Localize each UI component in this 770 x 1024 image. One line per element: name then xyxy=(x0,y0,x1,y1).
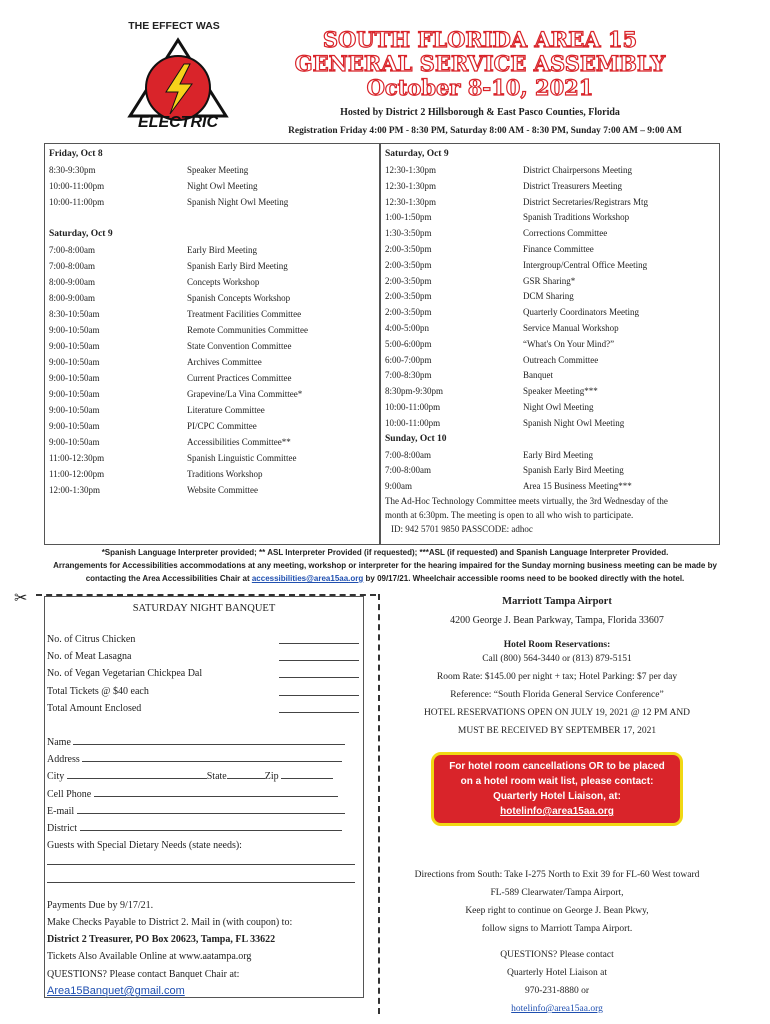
schedule-time: 9:00-10:50am xyxy=(49,421,100,431)
schedule-row xyxy=(385,288,717,304)
hotel-questions-2: Quarterly Hotel Liaison at xyxy=(507,968,607,978)
schedule-event: District Chairpersons Meeting xyxy=(523,165,632,175)
reservations-open: HOTEL RESERVATIONS OPEN ON JULY 19, 2021 @ 12 PM AND xyxy=(423,708,691,718)
schedule-event: Outreach Committee xyxy=(523,354,599,365)
schedule-time: 7:00-8:00am xyxy=(385,449,431,460)
schedule-time: 10:00-11:00pm xyxy=(49,181,105,191)
make-checks: Make Checks Payable to District 2. Mail in (with coupon) to: xyxy=(47,917,293,929)
schedule-event: Treatment Facilities Committee xyxy=(187,309,302,319)
schedule-time: 10:00-11:00pm xyxy=(385,401,441,412)
payments-due: Payments Due by 9/17/21. xyxy=(47,899,154,911)
schedule-time: 9:00am xyxy=(385,481,412,492)
schedule-row xyxy=(49,306,375,322)
schedule-row xyxy=(385,320,717,336)
schedule-event: District Treasurers Meeting xyxy=(523,180,622,191)
schedule-event: Quarterly Coordinators Meeting xyxy=(523,307,639,318)
hotel-name: Marriott Tampa Airport xyxy=(502,596,612,607)
schedule-event: Spanish Concepts Workshop xyxy=(187,293,291,303)
schedule-event: Concepts Workshop xyxy=(187,277,260,287)
banquet-item-field[interactable]: No. of Vegan Vegetarian Chickpea Dal xyxy=(47,665,359,682)
accessibilities-email-link[interactable]: accessibilities@area15aa.org xyxy=(251,574,364,583)
schedule-row xyxy=(49,386,375,402)
schedule-event: GSR Sharing* xyxy=(523,275,576,286)
schedule-row xyxy=(49,434,375,450)
schedule-time: 9:00-10:50am xyxy=(49,325,100,335)
banquet-item-field[interactable]: No. of Meat Lasagna xyxy=(47,648,359,665)
schedule-time: 6:00-7:00pm xyxy=(385,354,432,365)
schedule-row xyxy=(49,450,375,466)
schedule-row xyxy=(385,478,717,494)
hotel-reference: Reference: “South Florida General Service Conference” xyxy=(450,690,664,700)
city-state-zip-field[interactable]: City State Zip xyxy=(47,768,359,785)
schedule-row xyxy=(385,415,717,431)
reservations-heading: Hotel Room Reservations: xyxy=(503,640,611,650)
schedule-event: Spanish Night Owl Meeting xyxy=(523,417,625,428)
banquet-item-field[interactable]: No. of Citrus Chicken xyxy=(47,631,359,648)
saturday-heading: Saturday, Oct 9 xyxy=(49,229,113,239)
banquet-item-field[interactable]: Total Tickets @ $40 each xyxy=(47,683,359,700)
schedule-time: 12:30-1:30pm xyxy=(385,165,436,175)
schedule-event: Early Bird Meeting xyxy=(187,245,257,255)
schedule-row xyxy=(385,367,717,383)
directions-2: FL-589 Clearwater/Tampa Airport, xyxy=(490,888,624,898)
schedule-row xyxy=(49,466,375,482)
schedule-time: 7:00-8:30pm xyxy=(385,370,432,381)
title-line-2: GENERAL SERVICE ASSEMBLY xyxy=(294,51,666,76)
schedule-row xyxy=(385,399,717,415)
cancellation-email-link[interactable]: hotelinfo@area15aa.org xyxy=(500,806,614,817)
title-line-1: SOUTH FLORIDA AREA 15 xyxy=(322,27,638,52)
schedule-row xyxy=(49,402,375,418)
hosted-by: Hosted by District 2 Hillsborough & East Pasco Counties, Florida xyxy=(340,107,620,118)
schedule-time: 2:00-3:50pm xyxy=(385,291,432,302)
hotel-phone: Call (800) 564-3440 or (813) 879-5151 xyxy=(482,654,632,664)
schedule-time: 9:00-10:50am xyxy=(49,341,100,351)
schedule-row xyxy=(49,482,375,498)
schedule-row xyxy=(49,354,375,370)
schedule-event: Service Manual Workshop xyxy=(523,322,619,333)
schedule-time: 7:00-8:00am xyxy=(49,245,95,255)
schedule-row xyxy=(49,338,375,354)
cancellation-box: For hotel room cancellations OR to be placed on a hotel room wait list, please contact: Quarterly Hotel Liaison, at: hotelinfo@area15aa.org xyxy=(431,752,683,826)
hotel-questions-1: QUESTIONS? Please contact xyxy=(500,950,614,960)
adhoc-line-1: The Ad-Hoc Technology Committee meets virtually, the 3rd Wednesday of the xyxy=(385,495,668,506)
schedule-time: 2:00-3:50pm xyxy=(385,307,432,318)
schedule-event: Night Owl Meeting xyxy=(187,181,258,191)
directions-1: Directions from South: Take I-275 North to Exit 39 for FL-60 West toward xyxy=(414,870,700,880)
sunday-heading: Sunday, Oct 10 xyxy=(385,433,447,444)
schedule-row xyxy=(385,162,717,178)
district-field[interactable]: District xyxy=(47,820,359,837)
schedule-event: Current Practices Committee xyxy=(187,373,292,383)
accessibility-note-2: contacting the Area Accessibilities Chair at accessibilities@area15aa.org by 09/17/21. Wheelchair accessible rooms need to be booked directly with the hotel. xyxy=(85,574,685,583)
schedule-row xyxy=(49,178,375,194)
schedule-event: Banquet xyxy=(523,370,553,381)
schedule-time: 7:00-8:00am xyxy=(49,261,95,271)
schedule-time: 9:00-10:50am xyxy=(49,437,100,447)
schedule-time: 1:00-1:50pm xyxy=(385,212,432,223)
schedule-event: Early Bird Meeting xyxy=(523,449,593,460)
schedule-time: 10:00-11:00pm xyxy=(49,197,105,207)
schedule-event: Area 15 Business Meeting*** xyxy=(523,481,632,492)
schedule-row xyxy=(49,322,375,338)
schedule-time: 9:00-10:50am xyxy=(49,405,100,415)
schedule-event: Speaker Meeting xyxy=(187,165,249,175)
schedule-event: Spanish Night Owl Meeting xyxy=(187,197,289,207)
schedule-event: Speaker Meeting*** xyxy=(523,386,598,397)
schedule-row xyxy=(49,258,375,274)
schedule-event: Intergroup/Central Office Meeting xyxy=(523,259,648,270)
schedule-row xyxy=(385,336,717,352)
schedule-row xyxy=(385,225,717,241)
schedule-row xyxy=(385,273,717,289)
hotel-liaison-email-link[interactable]: hotelinfo@area15aa.org xyxy=(511,1004,603,1014)
schedule-row xyxy=(385,209,717,225)
adhoc-line-3: ID: 942 5701 9850 PASSCODE: adhoc xyxy=(391,523,533,534)
cut-line-vertical xyxy=(378,594,380,1014)
banquet-form xyxy=(44,596,364,998)
schedule-row xyxy=(385,257,717,273)
banquet-title: SATURDAY NIGHT BANQUET xyxy=(132,603,276,614)
schedule-row xyxy=(385,447,717,463)
schedule-time: 2:00-3:50pm xyxy=(385,243,432,254)
banquet-item-field[interactable]: Total Amount Enclosed xyxy=(47,700,359,717)
schedule-time: 8:30pm-9:30pm xyxy=(385,386,443,397)
schedule-event: State Convention Committee xyxy=(187,341,292,351)
schedule-row xyxy=(49,274,375,290)
schedule-event: Remote Communities Committee xyxy=(187,325,308,335)
schedule-event: Finance Committee xyxy=(523,243,594,254)
schedule-time: 8:00-9:00am xyxy=(49,277,95,287)
schedule-time: 4:00-5:00pn xyxy=(385,322,429,333)
accessibility-note: Arrangements for Accessibilities accommodations at any meeting, workshop or interpreter for the hearing impaired for the Sunday morning business meeting can be made by xyxy=(53,561,717,570)
directions-4: follow signs to Marriott Tampa Airport. xyxy=(481,924,633,934)
left-schedule-box xyxy=(44,143,380,545)
schedule-event: Spanish Traditions Workshop xyxy=(523,212,630,223)
schedule-event: PI/CPC Committee xyxy=(187,421,257,431)
logo xyxy=(118,20,238,132)
right-schedule-box xyxy=(380,143,720,545)
schedule-row xyxy=(49,242,375,258)
registration-hours: Registration Friday 4:00 PM - 8:30 PM, Saturday 8:00 AM - 8:30 PM, Sunday 7:00 AM – 9:00 AM xyxy=(288,126,682,136)
schedule-row xyxy=(385,178,717,194)
tickets-online: Tickets Also Available Online at www.aatampa.org xyxy=(47,951,252,963)
schedule-time: 5:00-6:00pm xyxy=(385,338,432,349)
adhoc-line-2: month at 6:30pm. The meeting is open to all who wish to participate. xyxy=(385,509,634,520)
schedule-row xyxy=(49,418,375,434)
schedule-event: Corrections Committee xyxy=(523,228,608,239)
schedule-event: Literature Committee xyxy=(187,405,265,415)
banquet-questions: QUESTIONS? Please contact Banquet Chair at: xyxy=(47,968,240,980)
title-line-3: October 8-10, 2021 xyxy=(366,75,594,100)
banquet-chair-email-link[interactable]: Area15Banquet@gmail.com xyxy=(47,984,185,997)
schedule-row xyxy=(49,370,375,386)
dietary-needs-field[interactable] xyxy=(47,854,359,871)
schedule-time: 9:00-10:50am xyxy=(49,373,100,383)
dietary-needs-label: Guests with Special Dietary Needs (state needs): xyxy=(47,840,242,852)
schedule-event: Night Owl Meeting xyxy=(523,401,594,412)
schedule-time: 8:00-9:00am xyxy=(49,293,95,303)
schedule-time: 1:30-3:50pm xyxy=(385,228,432,239)
schedule-time: 12:30-1:30pm xyxy=(385,180,436,191)
scissors-icon: ✂ xyxy=(14,590,28,607)
hotel-questions-phone: 970-231-8880 or xyxy=(524,986,590,996)
mail-to-address: District 2 Treasurer, PO Box 20623, Tampa, FL 33622 xyxy=(47,934,276,946)
schedule-time: 2:00-3:50pm xyxy=(385,259,432,270)
schedule-row xyxy=(49,290,375,306)
schedule-event: Archives Committee xyxy=(187,357,262,367)
schedule-event: Spanish Early Bird Meeting xyxy=(523,465,624,476)
interpreter-note: *Spanish Language Interpreter provided; ** ASL Interpreter Provided (if requested); ***ASL (if requested) and Spanish Language Interpreter Provided. xyxy=(101,548,669,557)
directions-3: Keep right to continue on George J. Bean Pkwy, xyxy=(465,906,649,916)
schedule-event: “What's On Your Mind?” xyxy=(523,338,615,349)
lightning-bolt-icon xyxy=(118,34,238,124)
schedule-time: 9:00-10:50am xyxy=(49,357,100,367)
schedule-time: 8:30-10:50am xyxy=(49,309,100,319)
schedule-time: 2:00-3:50pm xyxy=(385,275,432,286)
schedule-time: 8:30-9:30pm xyxy=(49,165,96,175)
schedule-row xyxy=(385,304,717,320)
schedule-row xyxy=(385,241,717,257)
schedule-event: Spanish Early Bird Meeting xyxy=(187,261,288,271)
hotel-rate: Room Rate: $145.00 per night + tax; Hotel Parking: $7 per day xyxy=(436,672,678,682)
schedule-time: 11:00-12:30pm xyxy=(49,453,105,463)
schedule-event: Spanish Linguistic Committee xyxy=(187,453,297,463)
friday-heading: Friday, Oct 8 xyxy=(49,149,103,159)
schedule-row xyxy=(385,383,717,399)
schedule-time: 12:30-1:30pm xyxy=(385,196,436,207)
email-field[interactable]: E-mail xyxy=(47,803,359,820)
address-field[interactable]: Address xyxy=(47,751,359,768)
schedule-time: 12:00-1:30pm xyxy=(49,485,100,495)
schedule-event: Grapevine/La Vina Committee* xyxy=(187,389,303,399)
schedule-row xyxy=(49,194,375,210)
schedule-time: 10:00-11:00pm xyxy=(385,417,441,428)
schedule-time: 7:00-8:00am xyxy=(385,465,431,476)
schedule-time: 11:00-12:00pm xyxy=(49,469,105,479)
schedule-row xyxy=(385,352,717,368)
reservations-deadline: MUST BE RECEIVED BY SEPTEMBER 17, 2021 xyxy=(457,726,657,736)
schedule-event: Accessibilities Committee** xyxy=(187,437,291,447)
schedule-row xyxy=(49,162,375,178)
hotel-address: 4200 George J. Bean Parkway, Tampa, Florida 33607 xyxy=(450,615,664,626)
schedule-event: District Secretaries/Registrars Mtg xyxy=(523,196,648,207)
name-field[interactable]: Name xyxy=(47,734,359,751)
logo-top-text: THE EFFECT WAS xyxy=(128,20,220,32)
cell-phone-field[interactable]: Cell Phone xyxy=(47,786,359,803)
schedule-event: DCM Sharing xyxy=(523,291,574,302)
schedule-event: Traditions Workshop xyxy=(187,469,263,479)
logo-bottom-text: ELECTRIC xyxy=(138,114,218,131)
schedule-row xyxy=(385,194,717,210)
schedule-event: Website Committee xyxy=(187,485,259,495)
right-saturday-heading: Saturday, Oct 9 xyxy=(385,149,449,159)
schedule-row xyxy=(385,462,717,478)
schedule-time: 9:00-10:50am xyxy=(49,389,100,399)
